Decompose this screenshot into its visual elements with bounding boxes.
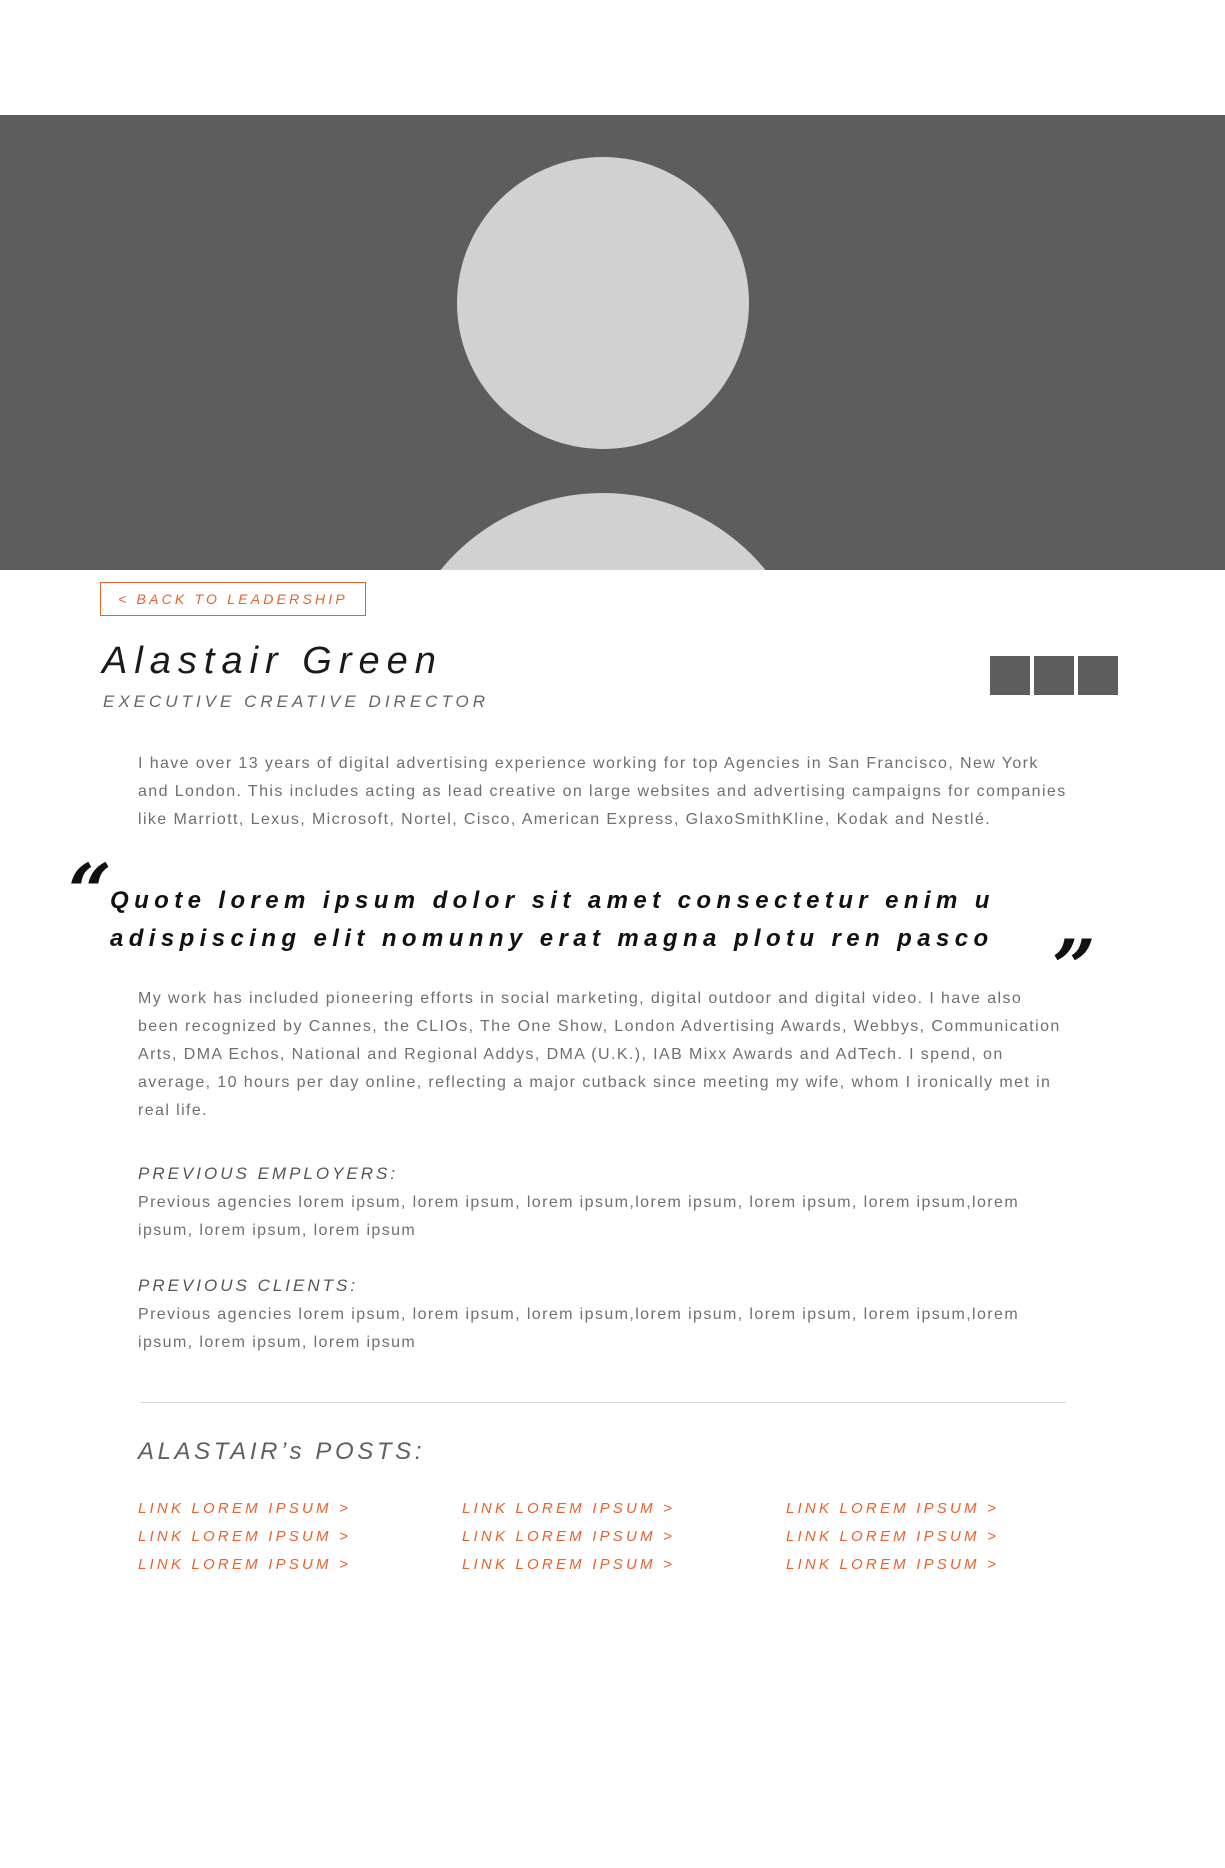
employers-heading: PREVIOUS EMPLOYERS:: [138, 1164, 399, 1183]
share-icon[interactable]: [1078, 656, 1118, 695]
bio-paragraph-1: I have over 13 years of digital advertising experience working for top Agencies in San Francisco, New York and London. This includes acting as lead creative on large websites and advertising campaigns for companies like Marriott, Lexus, Microsoft, Nortel, Cisco, American Express, GlaxoSmithKline, Kodak and Nestlé.: [138, 755, 1067, 828]
post-link[interactable]: LINK LOREM IPSUM >: [786, 1556, 1000, 1573]
divider: [140, 1402, 1066, 1403]
bio-paragraph-2: My work has included pioneering efforts in social marketing, digital outdoor and digital video. I have also been recognized by Cannes, the CLIOs, The One Show, London Advertising Awards, Webbys, Communication Arts, DMA Echos, National and Regional Addys, DMA (U.K.), IAB Mixx Awards and AdTech. I spend, on average, 10 hours per day online, reflecting a major cutback since meeting my wife, whom I ironically met in real life.: [138, 990, 1061, 1119]
post-link[interactable]: LINK LOREM IPSUM >: [138, 1500, 352, 1517]
share-icon[interactable]: [1034, 656, 1074, 695]
profile-name: Alastair Green: [102, 640, 443, 682]
clients-heading: PREVIOUS CLIENTS:: [138, 1276, 359, 1295]
share-icon[interactable]: [990, 656, 1030, 695]
close-quote-icon: ”: [1052, 923, 1096, 1012]
person-avatar-icon: [0, 115, 1225, 570]
open-quote-icon: “: [68, 847, 112, 936]
post-link[interactable]: LINK LOREM IPSUM >: [462, 1556, 676, 1573]
avatar-head: [457, 157, 749, 449]
posts-heading: ALASTAIR’s POSTS:: [138, 1438, 426, 1465]
post-link[interactable]: LINK LOREM IPSUM >: [138, 1528, 352, 1545]
back-to-leadership-button[interactable]: < BACK TO LEADERSHIP: [100, 582, 366, 616]
avatar-body: [393, 493, 813, 570]
employers-text: Previous agencies lorem ipsum, lorem ipsum, lorem ipsum,lorem ipsum, lorem ipsum, lorem ipsum,lorem ipsum, lorem ipsum, lorem ipsum: [138, 1194, 1020, 1239]
post-link[interactable]: LINK LOREM IPSUM >: [462, 1500, 676, 1517]
post-link[interactable]: LINK LOREM IPSUM >: [138, 1556, 352, 1573]
pull-quote: Quote lorem ipsum dolor sit amet consectetur enim u adispiscing elit nomunny erat magna plotu ren pasco: [110, 887, 995, 952]
post-link[interactable]: LINK LOREM IPSUM >: [786, 1500, 1000, 1517]
clients-text: Previous agencies lorem ipsum, lorem ipsum, lorem ipsum,lorem ipsum, lorem ipsum, lorem ipsum,lorem ipsum, lorem ipsum, lorem ipsum: [138, 1306, 1020, 1351]
profile-title: EXECUTIVE CREATIVE DIRECTOR: [103, 692, 490, 711]
post-link[interactable]: LINK LOREM IPSUM >: [462, 1528, 676, 1545]
hero-banner: [0, 115, 1225, 570]
post-link[interactable]: LINK LOREM IPSUM >: [786, 1528, 1000, 1545]
